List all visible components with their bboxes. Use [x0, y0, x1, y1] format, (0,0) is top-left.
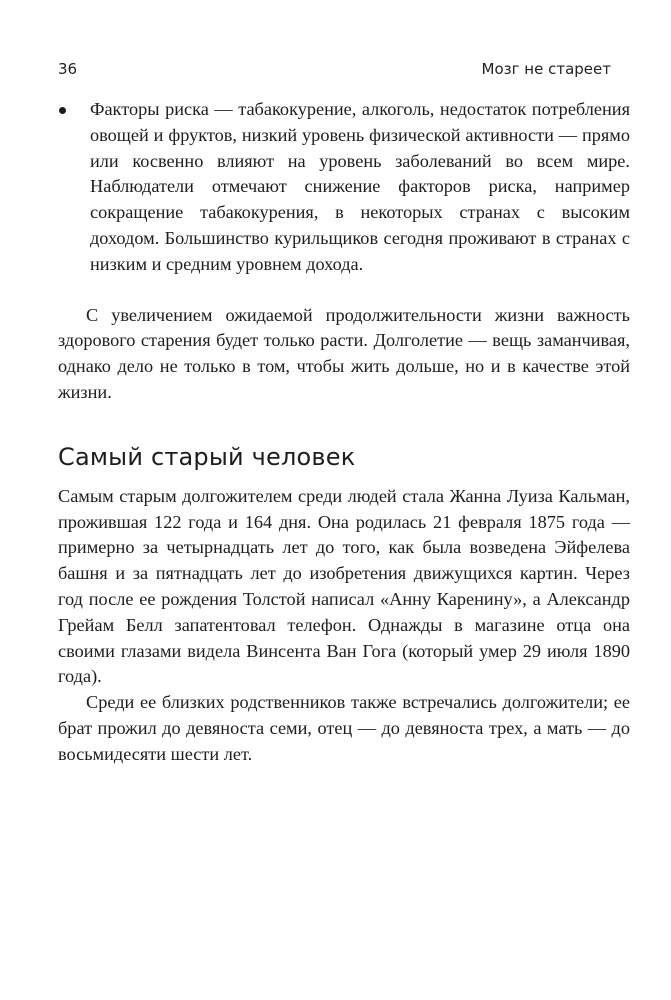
intro-paragraph: С увеличением ожидаемой продолжительности жизни важность здорового старения будет только расти. Долголетие — вещь заманчивая, однако дело не только в том, чтобы жить дольше, но и в качестве этой жизни.: [58, 304, 630, 402]
section-paragraph: Самым старым долгожителем среди людей стала Жанна Луиза Кальман, прожившая 122 года и 164 дня. Она родилась 21 февраля 1875 года — примерно за четырнадцать лет до того, как была возведена Эйфелева башня и за пятнадцать лет до изобретения движущихся картин. Через год после ее рождения Толстой написал «Анну Каренину», а Александр Грейам Белл запатентовал телефон. Однажды в магазине отца она своими глазами видела Винсента Ван Гога (который умер 29 июля 1890 года).: [58, 485, 630, 687]
spacer: [58, 278, 630, 303]
bullet-dot-icon: [59, 107, 66, 114]
page-content: [58, 97, 630, 768]
bullet-text: Факторы риска — табакокурение, алкоголь, недостаток потребления овощей и фруктов, низкий уровень физической активности — прямо или косвенно влияют на уровень заболеваний во всем мире. Наблюдатели отмечают снижение факторов риска, например сокращение табакокурения, в некоторых странах с высоким доходом. Большинство курильщиков сегодня проживают в странах с низким и средним уровнем дохода.: [90, 99, 630, 274]
running-head: [58, 60, 613, 82]
bullet-list-item: [58, 97, 630, 278]
running-title: Мозг не стареет: [481, 60, 611, 78]
section-paragraph: Среди ее близких родственников также встречались долгожители; ее брат прожил до девяноста семи, отец — до девяноста трех, а мать — до восьмидесяти шести лет.: [58, 692, 630, 764]
section-heading: Самый старый человек: [58, 442, 356, 471]
page-number: 36: [58, 60, 78, 78]
